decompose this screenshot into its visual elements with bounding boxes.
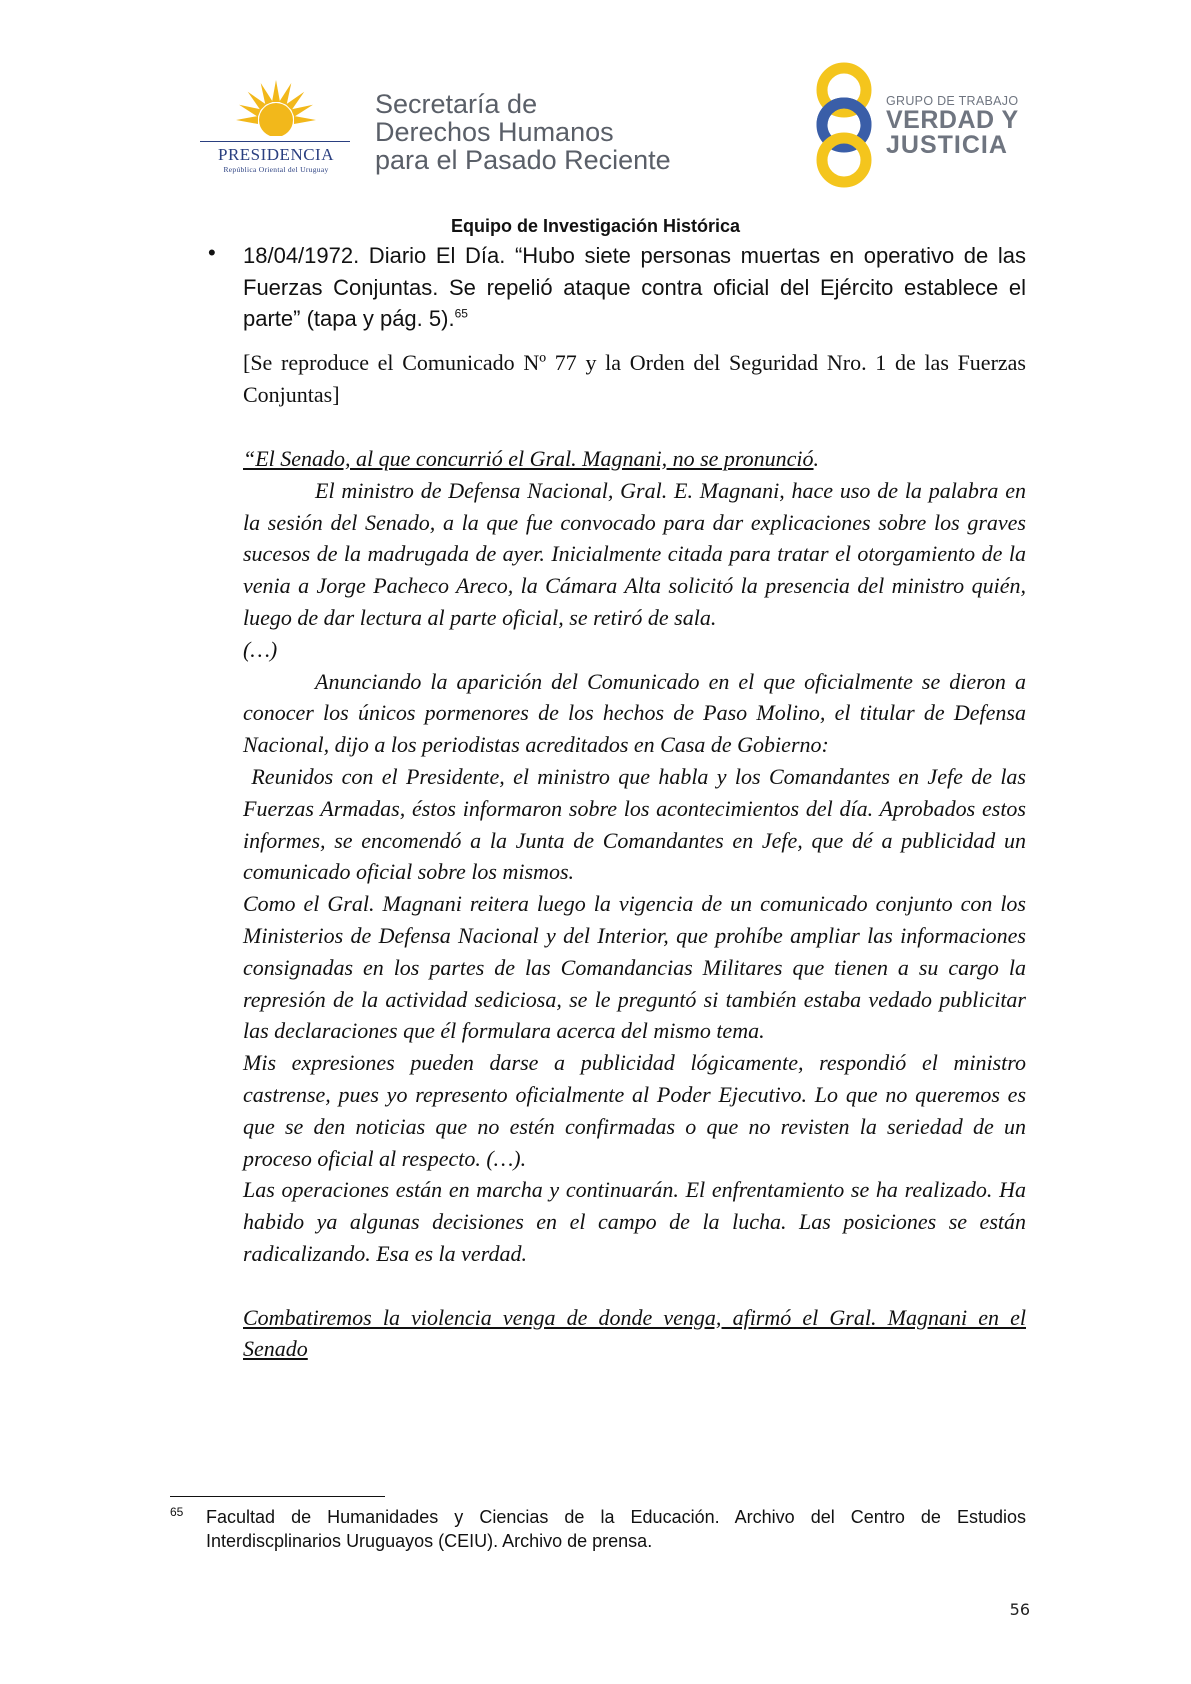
press-heading-1-end: . — [813, 446, 820, 471]
bullet-tail: (tapa y pág. 5). — [300, 306, 455, 331]
press-excerpt — [243, 443, 1032, 1365]
spacer — [243, 1270, 1026, 1302]
grupo-line1: GRUPO DE TRABAJO — [886, 94, 1019, 108]
secretaria-title — [375, 90, 671, 174]
grupo-line3: JUSTICIA — [886, 131, 1008, 159]
footnote-separator — [170, 1496, 385, 1497]
secretaria-line1: Secretaría de — [375, 89, 538, 119]
bullet-text — [243, 240, 1026, 335]
bullet-mark: • — [208, 240, 216, 265]
press-paragraph-2: Anunciando la aparición del Comunicado en el que oficialmente se dieron a conocer los únicos pormenores de los hechos de Paso Molino, el titular de Defensa Nacional, dijo a los periodistas acreditados en Casa de Gobierno: — [243, 668, 1026, 758]
presidencia-subtitle: República Oriental del Uruguay — [223, 165, 329, 174]
press-ellipsis: (…) — [243, 636, 278, 662]
team-heading: Equipo de Investigación Histórica — [450, 216, 741, 236]
bullet-headline: 18/04/1972. Diario El Día. “Hubo siete personas muertas en operativo de las Fuerzas Conjuntas. Se repelió ataque contra oficial del Ejército establece el parte” — [243, 243, 1026, 331]
press-paragraph-1: El ministro de Defensa Nacional, Gral. E. Magnani, hace uso de la palabra en la sesión del Senado, a la que fue convocado para dar explicaciones sobre los graves sucesos de la madrugada de ayer. Inicialmente citada para tratar el otorgamiento de la venia a Jorge Pacheco Areco, la Cámara Alta solicitó la presencia del ministro quién, luego de dar lectura al parte oficial, se retiró de sala. — [243, 477, 1026, 630]
footnote-text: Facultad de Humanidades y Ciencias de la Educación. Archivo del Centro de Estudios Interdiscplinarios Uruguayos (CEIU). Archivo de prensa. — [206, 1507, 1026, 1551]
press-paragraph-5: Mis expresiones pueden darse a publicidad lógicamente, respondió el ministro castrense, pues yo represento oficialmente al Poder Ejecutivo. Lo que no queremos es que se den noticias que no estén confirmadas o que no revisten la seriedad de un proceso oficial al respecto. (…). — [243, 1050, 1026, 1171]
grupo-line2: VERDAD Y — [886, 106, 1019, 134]
page-number: 56 — [1009, 1600, 1030, 1619]
secretaria-line3: para el Pasado Reciente — [375, 145, 671, 175]
press-paragraph-4: Como el Gral. Magnani reitera luego la vigencia de un comunicado conjunto con los Ministerios de Defensa Nacional y del Interior, que prohíbe ampliar las informaciones consignadas en los partes de las Comandancias Militares que tienen a su cargo la represión de la actividad sediciosa, se le preguntó si también estaba vedado publicitar las declaraciones que él formulara acerca del mismo tema. — [243, 891, 1026, 1044]
press-paragraph-6: Las operaciones están en marcha y continuarán. El enfrentamiento se ha realizado. Ha habido ya algunas decisiones en el campo de la lucha. Las posiciones se están radicalizando. Esa es la verdad. — [243, 1177, 1026, 1266]
presidencia-divider — [200, 141, 350, 142]
grupo-title — [886, 94, 1019, 158]
secretaria-line2: Derechos Humanos — [375, 117, 614, 147]
press-paragraph-3: Reunidos con el Presidente, el ministro que habla y los Comandantes en Jefe de las Fuerzas Armadas, éstos informaron sobre los acontecimientos del día. Aprobados estos informes, se encomendó a la Junta de Comandantes en Jefe, que dé a publicidad un comunicado oficial sobre los mismos. — [243, 763, 1032, 885]
presidencia-name: PRESIDENCIA — [217, 145, 334, 164]
press-heading-1 — [243, 443, 1026, 475]
footnote-number: 65 — [170, 1505, 184, 1519]
reproduction-note: [Se reproduce el Comunicado Nº 77 y la Orden del Seguridad Nro. 1 de las Fuerzas Conjuntas] — [243, 350, 1026, 407]
footnote-reference[interactable]: 65 — [454, 306, 468, 321]
press-heading-1-text: “El Senado, al que concurrió el Gral. Magnani, no se pronunció — [243, 446, 814, 471]
press-heading-2: Combatiremos la violencia venga de donde venga, afirmó el Gral. Magnani en el Senado — [243, 1304, 1026, 1362]
page-header — [0, 0, 1191, 200]
